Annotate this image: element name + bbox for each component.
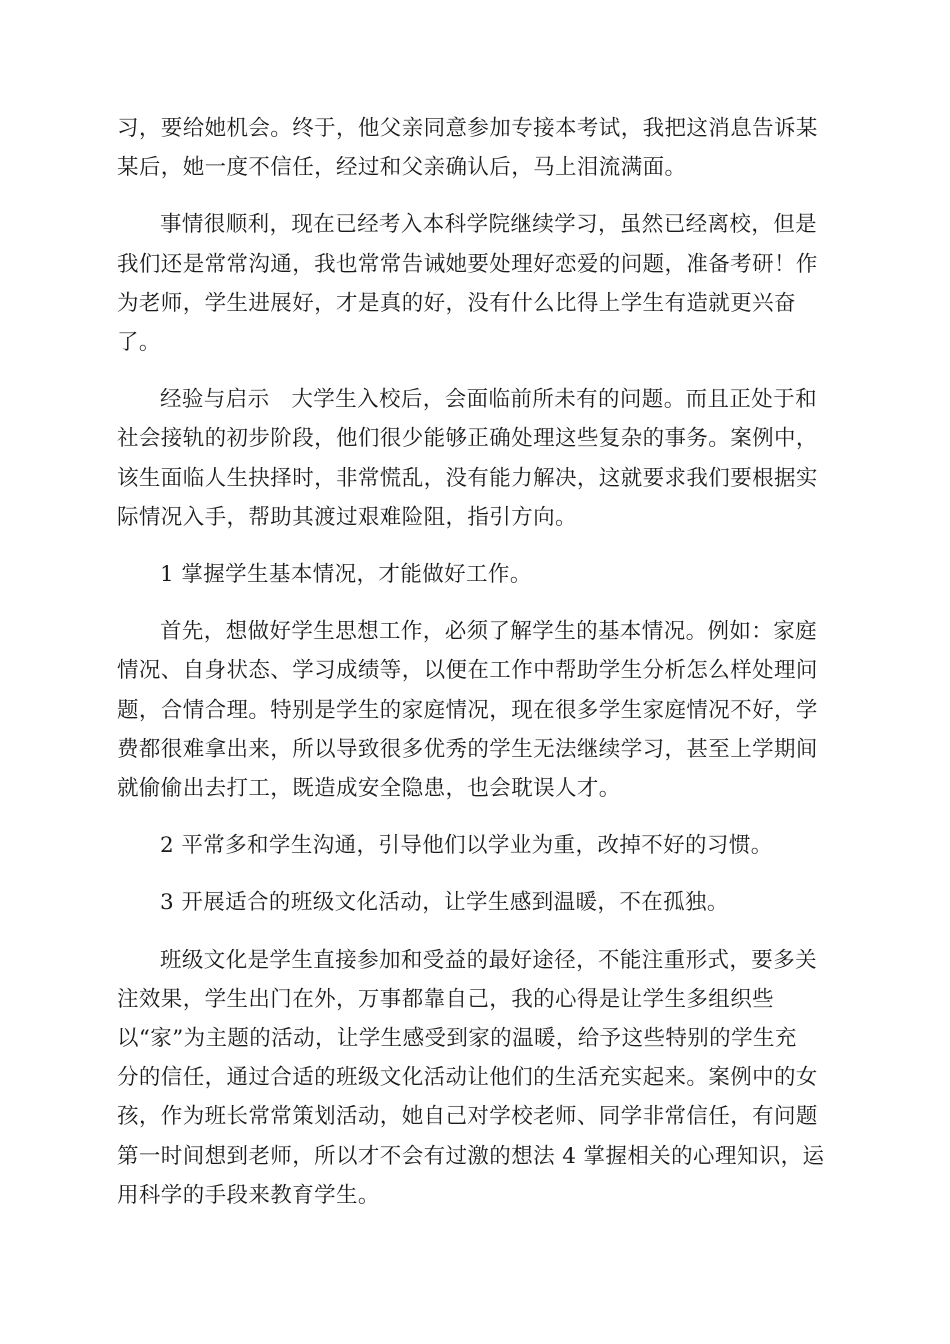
text-line: 以“家”为主题的活动，让学生感受到家的温暖，给予这些特别的学生充 xyxy=(117,1026,797,1052)
text-line: 分的信任，通过合适的班级文化活动让他们的生活充实起来。案例中的女 xyxy=(117,1065,818,1091)
text-line: 某后，她一度不信任，经过和父亲确认后，马上泪流满面。 xyxy=(117,155,687,181)
text-line: 我们还是常常沟通，我也常常告诫她要处理好恋爱的问题，准备考研！作 xyxy=(117,251,818,277)
paragraph-2 xyxy=(117,205,835,362)
text-line: 社会接轨的初步阶段，他们很少能够正确处理这些复杂的事务。案例中， xyxy=(117,426,818,452)
text-line: 2 平常多和学生沟通，引导他们以学业为重，改掉不好的习惯。 xyxy=(160,833,773,859)
text-line: 注效果，学生出门在外，万事都靠自己，我的心得是让学生多组织些 xyxy=(117,986,775,1012)
text-line: 3 开展适合的班级文化活动，让学生感到温暖，不在孤独。 xyxy=(160,890,729,916)
paragraph-4 xyxy=(117,555,835,594)
paragraph-8 xyxy=(117,941,835,1215)
text-line: 经验与启示 大学生入校后，会面临前所未有的问题。而且正处于和 xyxy=(160,387,818,413)
text-line: 第一时间想到老师，所以才不会有过激的想法 4 掌握相关的心理知识，运 xyxy=(117,1143,825,1169)
text-line: 情况、自身状态、学习成绩等，以便在工作中帮助学生分析怎么样处理问 xyxy=(117,658,818,684)
text-line: 题，合情合理。特别是学生的家庭情况，现在很多学生家庭情况不好，学 xyxy=(117,697,818,723)
paragraph-1 xyxy=(117,109,835,187)
paragraph-6 xyxy=(117,826,835,865)
text-line: 费都很难拿出来，所以导致很多优秀的学生无法继续学习，甚至上学期间 xyxy=(117,736,818,762)
text-line: 用科学的手段来教育学生。 xyxy=(117,1182,380,1208)
paragraph-7 xyxy=(117,883,835,922)
text-line: 事情很顺利，现在已经考入本科学院继续学习，虽然已经离校，但是 xyxy=(160,212,818,238)
text-line: 际情况入手，帮助其渡过艰难险阻，指引方向。 xyxy=(117,504,577,530)
text-line: 习，要给她机会。终于，他父亲同意参加专接本考试，我把这消息告诉某 xyxy=(117,116,818,141)
text-line: 了。 xyxy=(117,330,161,356)
paragraph-3 xyxy=(117,380,835,537)
text-line: 为老师，学生进展好，才是真的好，没有什么比得上学生有造就更兴奋 xyxy=(117,290,796,316)
paragraph-5 xyxy=(117,612,835,808)
text-line: 孩，作为班长常常策划活动，她自己对学校老师、同学非常信任，有问题 xyxy=(117,1104,818,1130)
text-line: 班级文化是学生直接参加和受益的最好途径，不能注重形式，要多关 xyxy=(160,947,818,973)
text-line: 首先，想做好学生思想工作，必须了解学生的基本情况。例如：家庭 xyxy=(160,619,818,645)
text-line: 就偷偷出去打工，既造成安全隐患，也会耽误人才。 xyxy=(117,776,621,802)
text-line: 该生面临人生抉择时，非常慌乱，没有能力解决，这就要求我们要根据实 xyxy=(117,465,818,491)
text-line: 1 掌握学生基本情况，才能做好工作。 xyxy=(160,562,532,588)
document-body xyxy=(117,109,835,1233)
